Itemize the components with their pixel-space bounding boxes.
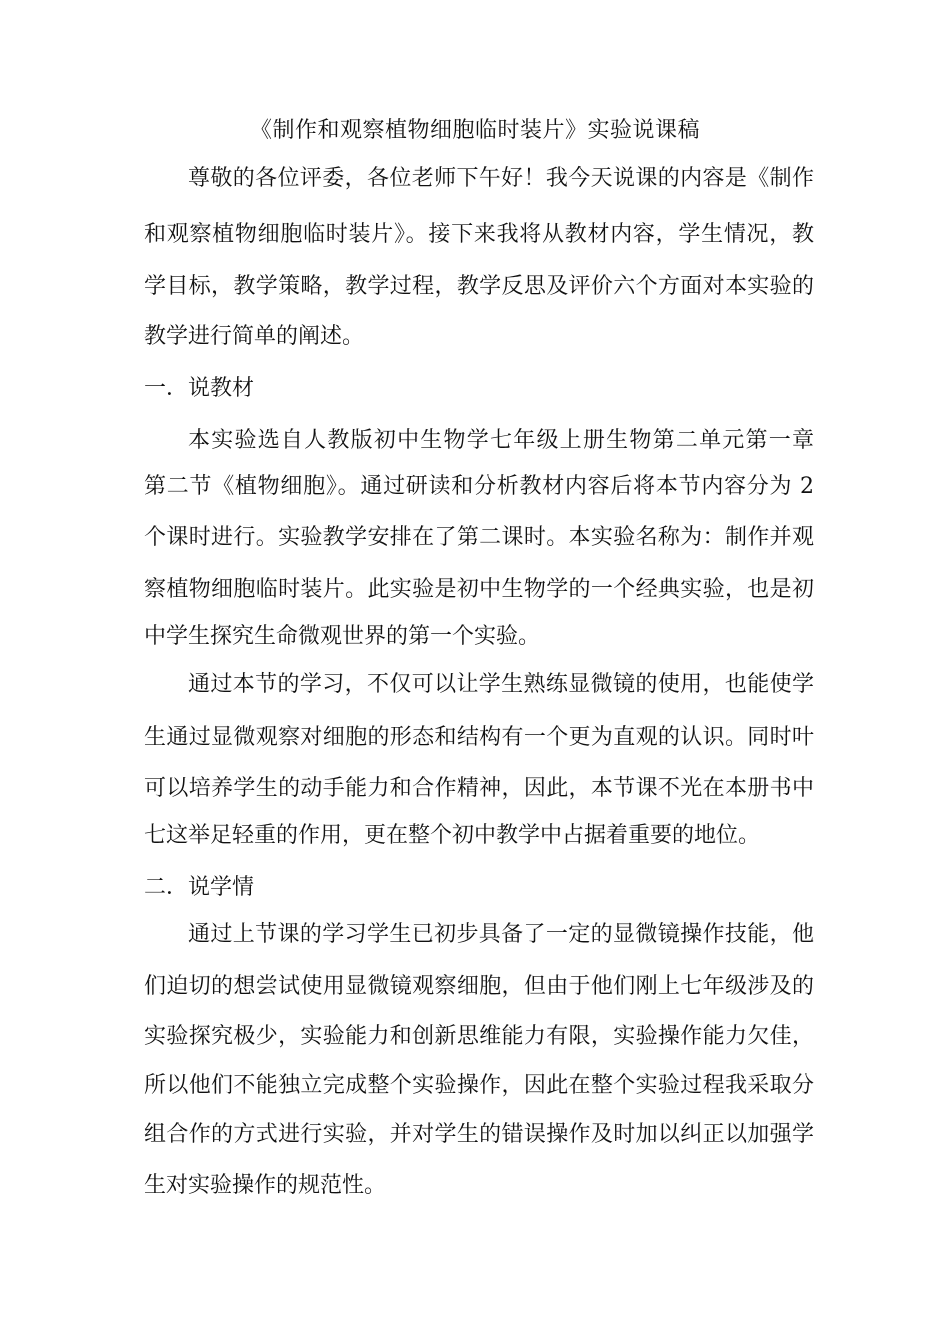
- text-line: 和观察植物细胞临时装片》。接下来我将从教材内容，学生情况，教: [144, 222, 814, 247]
- text-line: 组合作的方式进行实验，并对学生的错误操作及时加以纠正以加强学: [144, 1122, 814, 1147]
- document-title: 《制作和观察植物细胞临时装片》实验说课稿: [249, 118, 700, 143]
- text-line: 学目标，教学策略，教学过程，教学反思及评价六个方面对本实验的: [144, 274, 814, 299]
- text-line: 个课时进行。实验教学安排在了第二课时。本实验名称为：制作并观: [144, 525, 814, 550]
- text-line: 所以他们不能独立完成整个实验操作，因此在整个实验过程我采取分: [144, 1073, 814, 1098]
- text-line: 生对实验操作的规范性。: [144, 1173, 387, 1198]
- text-line: 本实验选自人教版初中生物学七年级上册生物第二单元第一章: [188, 428, 814, 453]
- text-line: 第二节《植物细胞》。通过研读和分析教材内容后将本节内容分为 2: [144, 474, 814, 499]
- text-line: 们迫切的想尝试使用显微镜观察细胞，但由于他们刚上七年级涉及的: [144, 974, 814, 999]
- text-line: 中学生探究生命微观世界的第一个实验。: [144, 624, 541, 649]
- text-line: 实验探究极少，实验能力和创新思维能力有限，实验操作能力欠佳，: [144, 1024, 814, 1049]
- text-line: 生通过显微观察对细胞的形态和结构有一个更为直观的认识。同时叶: [144, 725, 814, 750]
- section-heading: 一．说教材: [144, 376, 255, 401]
- text-line: 察植物细胞临时装片。此实验是初中生物学的一个经典实验，也是初: [144, 577, 814, 602]
- text-line: 教学进行简单的阐述。: [144, 324, 365, 349]
- text-line: 尊敬的各位评委，各位老师下午好！我今天说课的内容是《制作: [188, 166, 814, 191]
- text-line: 通过上节课的学习学生已初步具备了一定的显微镜操作技能，他: [188, 922, 814, 947]
- text-line: 七这举足轻重的作用，更在整个初中教学中占据着重要的地位。: [144, 823, 761, 848]
- text-line: 可以培养学生的动手能力和合作精神，因此，本节课不光在本册书中: [144, 776, 814, 801]
- section-heading: 二．说学情: [144, 875, 255, 900]
- text-line: 通过本节的学习，不仅可以让学生熟练显微镜的使用，也能使学: [188, 672, 814, 697]
